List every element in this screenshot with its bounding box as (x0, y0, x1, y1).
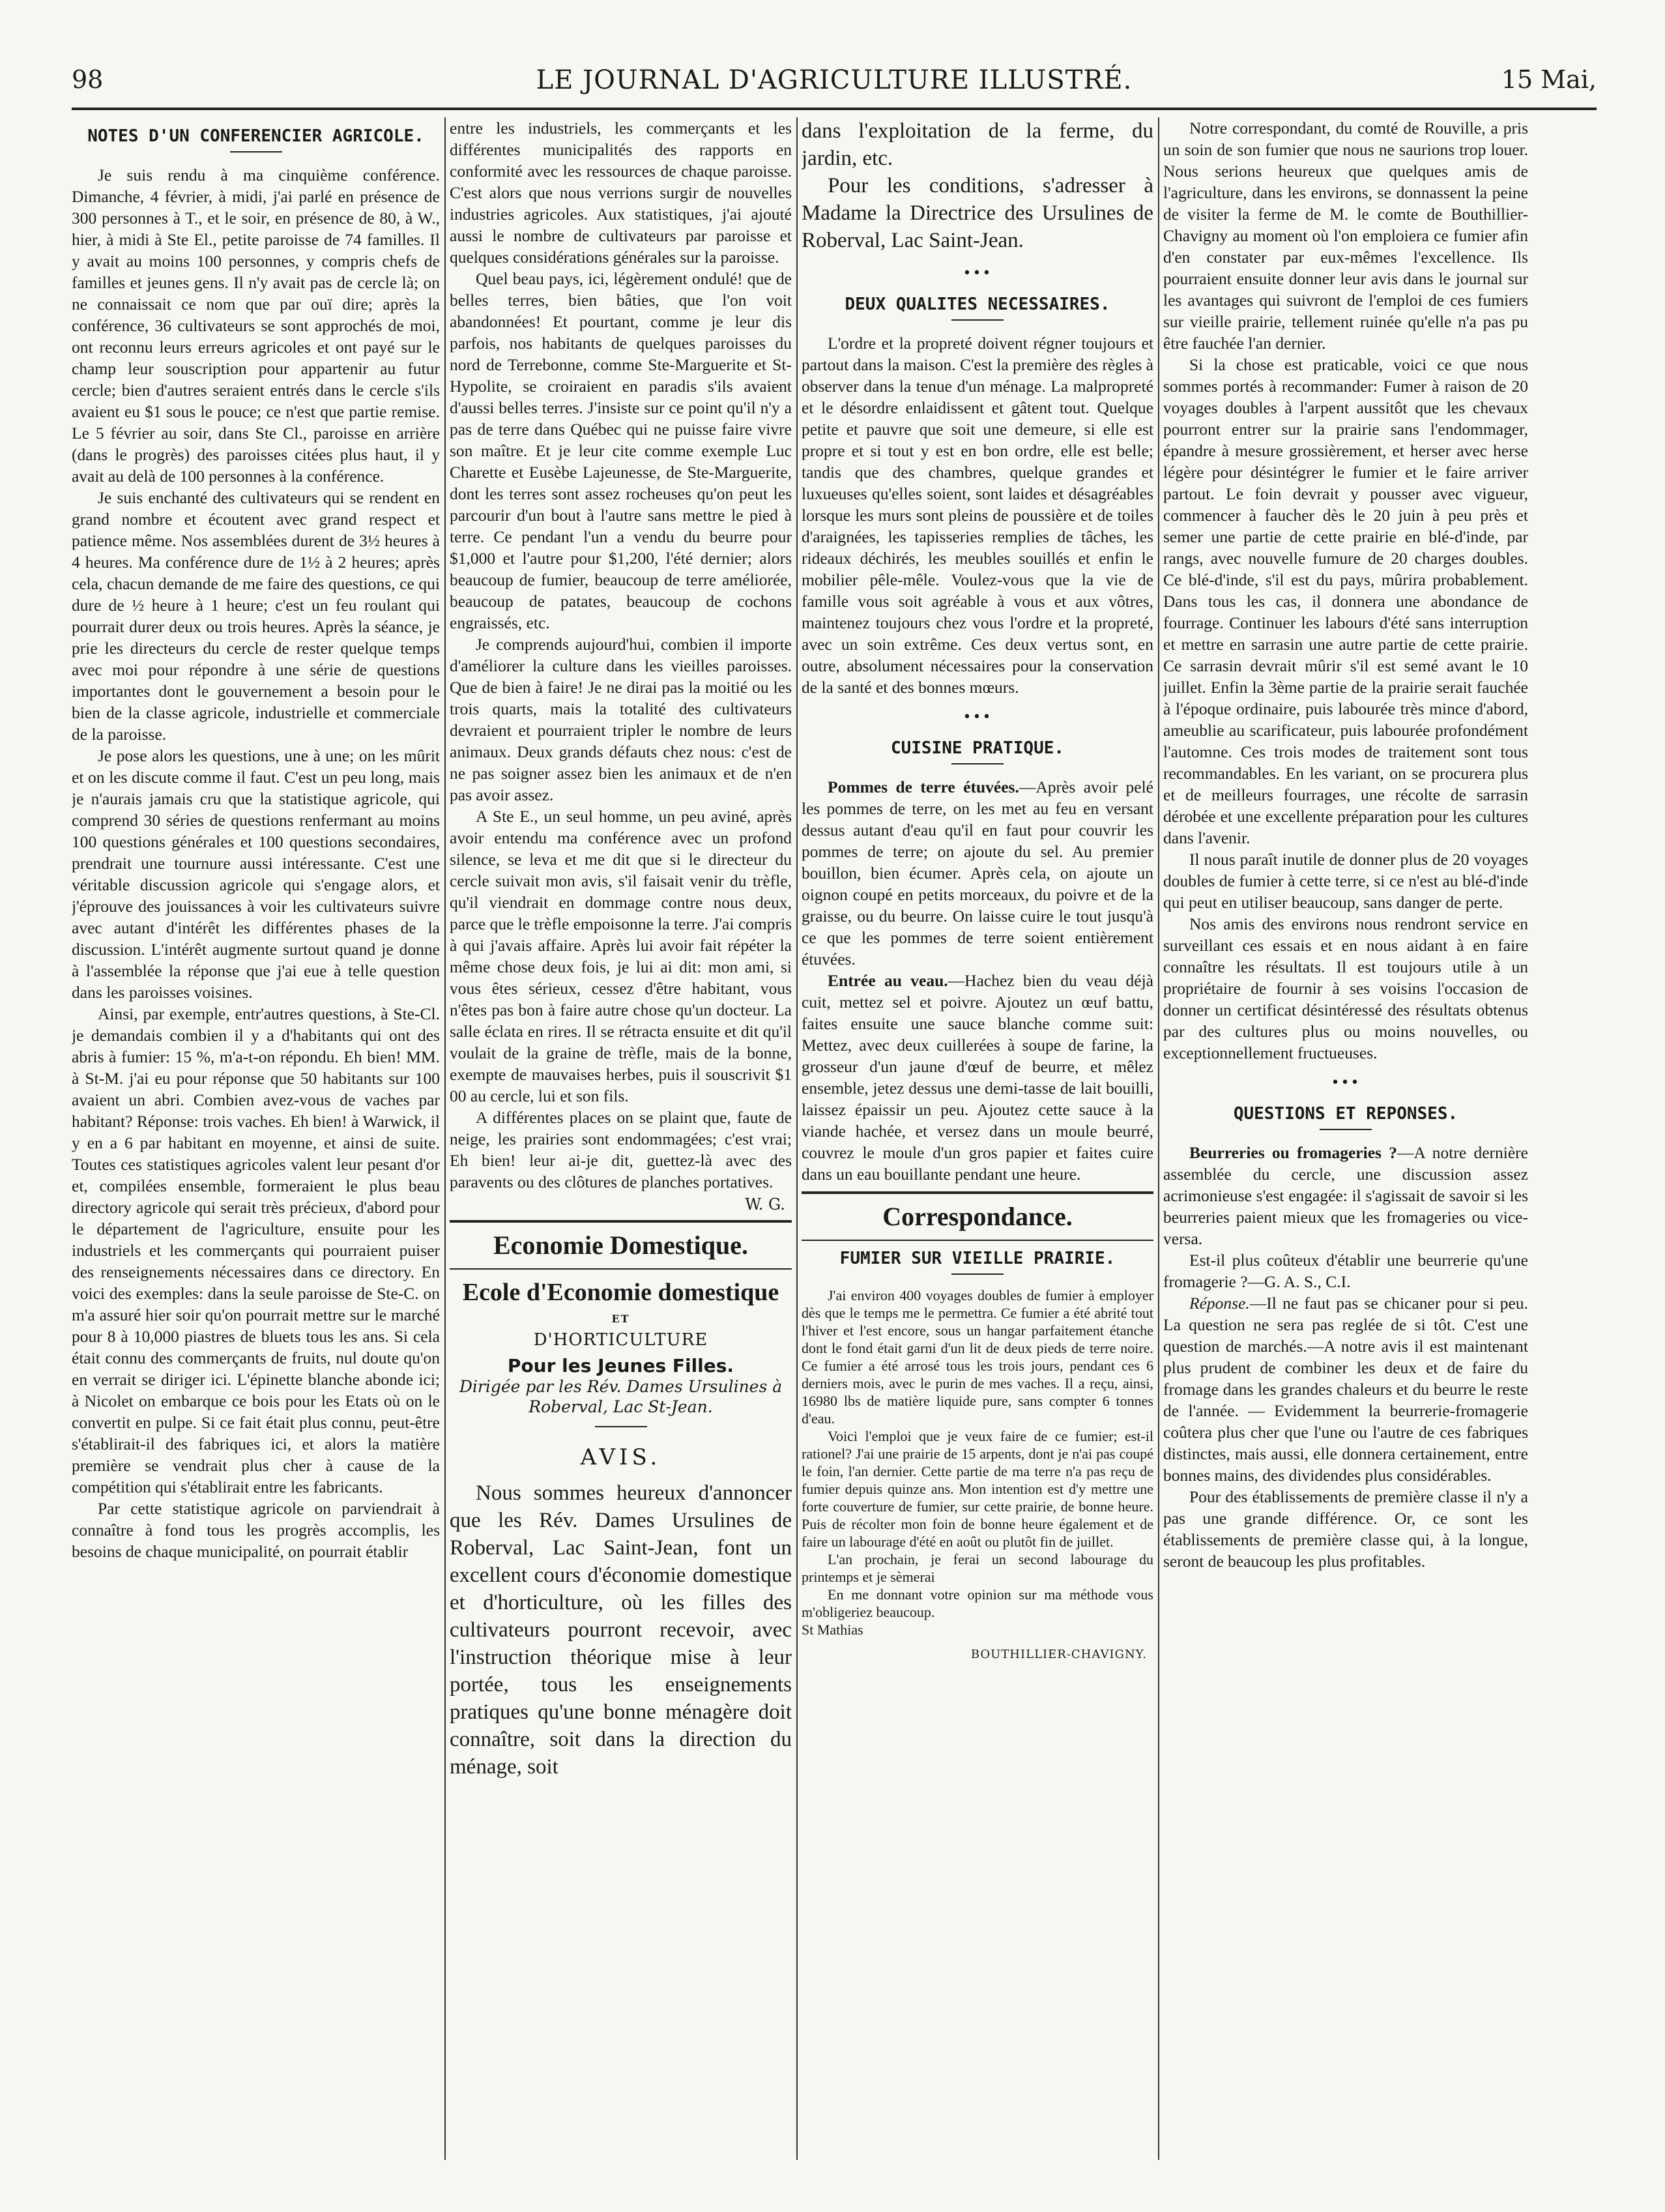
school-horticulture: D'HORTICULTURE (533, 1330, 708, 1350)
section-title: Correspondance. (882, 1202, 1073, 1231)
question-text: Est-il plus coûteux d'établir une beurrerie qu'une fromagerie ?—G. A. S., C.I. (1163, 1251, 1528, 1291)
signature: BOUTHILLIER-CHAVIGNY. (970, 1648, 1147, 1661)
separator: ••• (1331, 1075, 1361, 1091)
paragraph: Quel beau pays, ici, légèrement ondulé! que de belles terres, bien bâties, que l'on voit abandonnées! Et pourtant, comme je leur dis parfois, nos habitants de quelques paroisses du nord de Terrebonne, comme Ste-Marguerite et St-Hypolite, se croiraient en paradis s'ils avaient d'aussi belles terres. J'insiste sur ce point qu'il n'y a pas de terre dans Québec qui ne puisse faire vivre son maître. Et je leur cite comme exemple Luc Charette et Eusèbe Lajeunesse, de Ste-Marguerite, dont les terres sont assez rocheuses qu'on peut les parcourir d'un bout à l'autre sans mettre le pied à terre. Ce pendant l'un a vendu du beurre pour $1,000 et l'autre pour $1,200, l'été dernier; alors beaucoup de fumier, beaucoup de terre améliorée, beaucoup de patates, beaucoup de cochons engraissés, etc. (450, 269, 792, 632)
journal-title: LE JOURNAL D'AGRICULTURE ILLUSTRÉ. (536, 65, 1133, 95)
separator: ••• (963, 265, 992, 282)
notice-title: AVIS. (580, 1444, 661, 1470)
question-text: —A notre dernière assemblée du cercle, une discussion assez acrimonieuse s'est engagée: il s'agissait de savoir si les beurreries paient mieux que les fromageries ou vice-versa. (1163, 1143, 1528, 1248)
answer-text: —Il ne faut pas se chicaner pour si peu. La question ne sera pas reglée de si tôt. C'est une question de marchés.—A notre avis il est maintenant plus prudent de combiner les deux et de faire du fromage dans les grandes chaleurs et du beurre le reste de l'année. — Evidemment la beurrerie-fromagerie coûtera plus cher que l'une ou l'autre de ces fabriques distinctes, mais aussi, elle donnera certainement, entre bonnes mains, des dividendes plus considérables. (1163, 1294, 1528, 1485)
column-divider (1158, 117, 1159, 2160)
article-heading: DEUX QUALITES NECESSAIRES. (845, 295, 1110, 314)
section-rule (450, 1268, 792, 1270)
heading-rule (1320, 1129, 1372, 1130)
answer-text: Pour des établissements de première classe il n'y a pas une grande différence. Or, ce sont les établissements de première classe qui, à la longue, seront de beaucoup les plus profitables. (1163, 1487, 1528, 1571)
column-1 (72, 117, 440, 2160)
paragraph: Nos amis des environs nous rendront service en surveillant ces essais et en nous aidant à en faire connaître les résultats. Il est toujours utile à un propriétaire de fournir à ses voisins l'occasion de donner un certificat désintéressé des résultats obtenus par des cultures plus ou moins nouvelles, ou exceptionnellement fructueuses. (1163, 914, 1528, 1062)
school-et: ET (611, 1313, 630, 1325)
paragraph: L'ordre et la propreté doivent régner toujours et partout dans la maison. C'est la première des règles à observer dans la tenue d'un ménage. La malpropreté et le désordre enlaidissent et gâtent tout. Quelque petite et pauvre que soit une demeure, si elle est propre et si tout y est en bon ordre, elle est belle; tandis que des chambres, quelque grandes et luxueuses qu'elles soient, sont laides et désagréables lorsque les murs sont pleins de poussière et de toiles d'araignées, les tapisseries remplies de tâches, les rideaux déchirés, les meubles souillés et enfin le mobilier pêle-mêle. Voulez-vous que la vie de famille vous soit agréable à vous et aux vôtres, maintenez toujours chez vous l'ordre et la propreté, avec un soin extrême. Ces deux vertus sont, en outre, absolument nécessaires pour la conservation de la santé et des bonnes mœurs. (802, 334, 1153, 697)
issue-date: 15 Mai, (1501, 65, 1597, 94)
paragraph: Je suis rendu à ma cinquième conférence. Dimanche, 4 février, à midi, j'ai parlé en présence de 300 personnes à T., et le soir, en présence de 80, à W., hier, à midi à Ste El., petite paroisse de 74 familles. Il y avait au moins 100 personnes, y compris chefs de familles et jeunes gens. Il n'y avait pas de cercle là; on ne connaissait ce nom que par ouï dire; après la conférence, 36 cultivateurs se sont approchés de moi, ont reconnu leurs erreurs agricoles et ont payé sur le champ leur souscription pour appartenir au futur cercle; bien d'autres seraient entrés dans le cercle s'ils avaient eu $1 sous le pouce; ce n'est que partie remise. Le 5 février au soir, dans Ste Cl., paroisse en arrière (dans le progrès) des paroisses citées plus haut, il y avait au delà de 100 personnes à la conférence. (72, 166, 440, 486)
article-heading: FUMIER SUR VIEILLE PRAIRIE. (839, 1249, 1116, 1268)
signature: W. G. (745, 1195, 785, 1214)
heading-rule (595, 1426, 647, 1427)
recipe-text: —Après avoir pelé les pommes de terre, on les met au feu en versant dessus autant d'eau qu'il en faut pour couvrir les pommes de terre; on ajoute du sel. Au premier bouillon, bien écumer. Après cela, on ajoute un oignon coupé en petits morceaux, du poivre et de la graisse, ou du beurre. On laisse cuire le tout jusqu'à ce que les pommes de terre soient entièrement étuvées. (802, 778, 1153, 968)
question-title: Beurreries ou fromageries ? (1189, 1143, 1397, 1162)
section-rule (450, 1220, 792, 1223)
heading-rule (230, 151, 282, 153)
letter-paragraph: J'ai environ 400 voyages doubles de fumier à employer dès que le temps me le permettra. Ce fumier a été abrité tout l'hiver et l'est encore, sous un hangar parfaitement étanche dont le fond était garni d'un lit de deux pieds de terre noire. Ce fumier a été arrosé tous les trois jours, pendant ces 6 derniers mois, avec le purin de mes vaches. Il a reçu, ainsi, 16980 lbs de matière liquide pure, sans compter 6 tonnes d'eau. (802, 1287, 1153, 1427)
recipe-title: Pommes de terre étuvées. (828, 778, 1019, 796)
separator: ••• (963, 709, 992, 725)
answer-label: Réponse. (1189, 1294, 1250, 1313)
column-4 (1163, 117, 1528, 2160)
column-3 (802, 117, 1153, 2160)
school-audience: Pour les Jeunes Filles. (507, 1355, 734, 1376)
paragraph: Notre correspondant, du comté de Rouville, a pris un soin de son fumier que nous ne saurions trop louer. Nous serions heureux que quelques amis de l'agriculture, dans les environs, se donnassent la peine de visiter la ferme de M. le comte de Bouthillier-Chavigny au moment où l'on emploiera ce fumier afin d'en constater par eux-mêmes l'excellence. Ils pourraient ensuite donner leur avis dans le journal sur les avantages qui suivront de l'emploi de ces fumiers sur vieille prairie, tellement ruinée qu'elle n'a pas pu être fauchée l'an dernier. (1163, 119, 1528, 353)
heading-rule (951, 1273, 1004, 1275)
section-rule (802, 1240, 1153, 1241)
article-heading: QUESTIONS ET REPONSES. (1233, 1104, 1458, 1124)
paragraph: Par cette statistique agricole on parviendrait à connaître à fond tous les progrès accomplis, les besoins de chaque municipalité, on pourrait établir (72, 1499, 440, 1561)
letter-paragraph: Voici l'emploi que je veux faire de ce fumier; est-il rationel? J'ai une prairie de 15 arpents, dont je n'ai pas coupé le foin, l'an dernier. Cette partie de ma terre n'a pas reçu de fumier depuis quinze ans. Mon intention est d'y mettre une forte couverture de fumier, sur cette prairie, de bonne heure. Puis de récolter mon foin de bonne heure également et de faire un labourage d'été en août ou plutôt fin de juillet. (802, 1428, 1153, 1550)
school-name: Ecole d'Economie domestique (462, 1279, 779, 1306)
heading-rule (951, 319, 1004, 321)
letter-paragraph: En me donnant votre opinion sur ma méthode vous m'obligeriez beaucoup. (802, 1586, 1153, 1620)
school-direction: Dirigée par les Rév. Dames Ursulines à Roberval, Lac St-Jean. (459, 1377, 783, 1416)
article-heading: CUISINE PRATIQUE. (890, 738, 1065, 758)
notice-conditions: Pour les conditions, s'adresser à Madame la Directrice des Ursulines de Roberval, Lac Saint-Jean. (802, 174, 1153, 252)
heading-rule (951, 763, 1004, 764)
paragraph: entre les industriels, les commerçants et les différentes municipalités des rapports en conformité avec les ressources de chaque paroisse. C'est alors que nous verrions surgir de nouvelles industries agricoles. Aux statistiques, j'ai ajouté aussi le nombre de cultivateurs par paroisse et quelques considérations générales sur la paroisse. (450, 119, 792, 267)
notice-text: Nous sommes heureux d'annoncer que les Rév. Dames Ursulines de Roberval, Lac Saint-Jean, font un excellent cours d'économie domestique et d'horticulture, où les filles des cultivateurs pourront recevoir, avec l'instruction théorique mise à leur portée, tous les enseignements pratiques qu'une bonne ménagère doit connaître, soit dans la direction du ménage, soit (450, 1481, 792, 1779)
paragraph: Ainsi, par exemple, entr'autres questions, à Ste-Cl. je demandais combien il y a d'habitants qui ont des abris à fumier: 15 %, m'a-t-on répondu. Eh bien! MM. à St-M. j'ai eu pour réponse que 50 habitants sur 100 avaient un abri. Combien avez-vous de vaches par habitant? Réponse: trois vaches. Eh bien! à Warwick, il y en a 6 par habitant en moyenne, et ainsi de suite. Toutes ces statistiques agricoles valent leur pesant d'or et, compilées ensemble, formeraient le plus beau directory agricole qui serait très précieux, d'abord pour le département de l'agriculture, ensuite pour les industriels et les commerçants qui pourraient puiser des renseignements nécessaires dans ce directory. En voici des exemples: dans la seule paroisse de Ste-C. on m'a assuré hier soir qu'on pourrait mettre sur le marché pour 8 à 10,000 piastres de bluets tous les ans. Si cela était connu des commerçants de fruits, nul doute qu'on en verrait se diriger ici. L'épinette blanche abonde ici; à Nicolet on embarque ce bois pour les Etats où on le convertit en pulpe. Si ce fait était plus connu, peut-être s'établirait-il des fabriques ici, et alors la matière première se vendrait plus cher à cause de la compétition qui s'établirait entre les fabricants. (72, 1004, 440, 1496)
paragraph: Si la chose est praticable, voici ce que nous sommes portés à recommander: Fumer à raison de 20 voyages doubles à l'arpent aussitôt que les chevaux pourront entrer sur la prairie sans l'endommager, épandre à mesure grossièrement, et herser avec herse légère pour désintégrer le fumier et le faire arriver partout. Le foin devrait y pousser avec vigueur, commencer à faucher dès le 20 juin à peu près et semer une partie de cette prairie en blé-d'inde, par rangs, avec nouvelle fumure de 20 charges doubles. Ce blé-d'inde, s'il est du pays, mûrira probablement. Dans tous les cas, il donnera une abondance de fourrage. Continuer les labours d'été sans interruption et mettre en sarrasin une autre partie de cette prairie. Ce sarrasin devrait mûrir s'il est semé avant le 10 juillet. Enfin la 3ème partie de la prairie serait fauchée à l'époque ordinaire, puis labourée très mince d'abord, ameublie au scarificateur, puis labourée profondément l'automne. Ces trois modes de traitement sont tous recommandables. En les variant, on se procurera plus et de meilleurs fourrages, une récolte de sarrasin dérobée et une excellente préparation pour les cultures dans l'avenir. (1163, 355, 1528, 847)
section-title: Economie Domestique. (493, 1230, 749, 1260)
recipe-title: Entrée au veau. (828, 971, 948, 990)
recipe-text: —Hachez bien du veau déjà cuit, mettez sel et poivre. Ajoutez un œuf battu, faites ensuite une sauce blanche comme suit: Mettez, avec deux cuillerées à soupe de farine, la grosseur d'un jaune d'œuf de beurre, et mêlez ensemble, jetez dessus une demi-tasse de lait bouilli, laissez épaissir un peu. Ajoutez cette sauce à la viande hachée, et versez dans un moule beurré, couvrez le moule d'un gros papier et faites cuire dans un eau bouillante pendant une heure. (802, 971, 1153, 1184)
column-divider (796, 117, 798, 2160)
masthead (72, 65, 1597, 104)
article-heading: NOTES D'UN CONFERENCIER AGRICOLE. (87, 126, 424, 146)
section-rule (802, 1191, 1153, 1194)
letter-paragraph: L'an prochain, je ferai un second labourage du printemps et je sèmerai (802, 1551, 1153, 1585)
header-rule (72, 108, 1597, 110)
notice-text: dans l'exploitation de la ferme, du jardin, etc. (802, 119, 1153, 170)
column-divider (444, 117, 446, 2160)
paragraph: Je suis enchanté des cultivateurs qui se rendent en grand nombre et écoutent avec grand respect et patience même. Nos assemblées durent de 3½ heures à 4 heures. Ma conférence dure de 1½ à 2 heures; après cela, chacun demande de me faire des questions, ce qui dure de ½ heure à 1 heure; c'est un feu roulant qui pourrait durer deux ou trois heures. Après la séance, je prie les directeurs du cercle de rester quelque temps avec moi pour répondre à une série de questions importantes dont le gouvernement a besoin pour le bien de la classe agricole, industrielle et commerciale de la paroisse. (72, 488, 440, 744)
paragraph: Je comprends aujourd'hui, combien il importe d'améliorer la culture dans les vieilles paroisses. Que de bien à faire! Je ne dirai pas la moitié ou les trois quarts, mais la totalité des cultivateurs devraient et pourraient tripler le nombre de leurs animaux. Deux grands défauts chez nous: c'est de ne pas soigner assez bien les animaux et de n'en pas avoir assez. (450, 635, 792, 804)
letter-place: St Mathias (802, 1622, 863, 1638)
paragraph: A Ste E., un seul homme, un peu aviné, après avoir entendu ma conférence avec un profond silence, se leva et me dit que si le directeur du cercle suivait mon avis, s'il faisait venir du trèfle, qu'il viendrait en dommage contre nous deux, parce que le trèfle empoisonne la terre. J'ai compris à qui j'avais affaire. Après lui avoir fait répéter la même chose deux fois, je lui ai dit: mon ami, si vous êtes sérieux, cessez d'être habitant, vous n'êtes pas bon à faire autre chose qu'un docteur. La salle éclata en rires. Il se rétracta ensuite et dit qu'il voulait de la graine de trèfle, mais de la bonne, exempte de mauvaises herbes, puis il souscrivit $1 00 au cercle, lui et son fils. (450, 807, 792, 1105)
paragraph: A différentes places on se plaint que, faute de neige, les prairies sont endommagées; c'est vrai; Eh bien! leur ai-je dit, guettez-là avec des paravents ou des clôtures de planches portatives. (450, 1108, 792, 1191)
paragraph: Il nous paraît inutile de donner plus de 20 voyages doubles de fumier à cette terre, si ce n'est au blé-d'inde qui peut en utiliser beaucoup, sans danger de perte. (1163, 850, 1528, 912)
paragraph: Je pose alors les questions, une à une; on les mûrit et on les discute comme il faut. C'est un peu long, mais je n'aurais jamais cru que la statistique agricole, qui comprend 30 séries de questions renfermant au moins 100 questions générales et 100 questions secondaires, prendrait une tournure aussi intéressante. C'est une véritable discussion agricole qui s'engage alors, et j'éprouve des jouissances à voir les cultivateurs suivre avec autant d'intérêt les différentes phases de la discussion. L'intérêt augmente surtout quand je donne à l'assemblée la réponse que j'ai eue à telle question dans les paroisses voisines. (72, 746, 440, 1002)
column-2 (450, 117, 792, 2160)
page-number: 98 (72, 65, 104, 94)
